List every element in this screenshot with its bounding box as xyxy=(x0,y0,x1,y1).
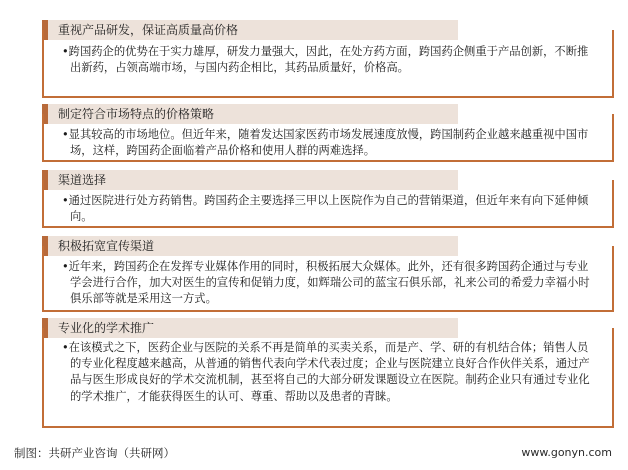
section-text: •近年来，跨国药企在发挥专业媒体作用的同时，积极拓展大众媒体。此外，还有很多跨国药企通过与专业学会进行合作，加大对医生的宣传和促销力度，如辉瑞公司的蓝宝石俱乐部，礼来公司的希爱力幸福小时俱乐部等就是采用这一方式。 xyxy=(62,260,590,306)
section-title: 重视产品研发，保证高质量高价格 xyxy=(58,23,239,37)
section-text: •在该模式之下，医药企业与医院的关系不再是简单的买卖关系，而是产、学、研的有机结合体；销售人员的专业化程度越来越高，从普通的销售代表向学术代表过度；企业与医院建立良好合作伙伴关系，通过产品与医生形成良好的学术交流机制，甚至将自己的大部分研发课题设立在医院。制药企业只有通过专业化的学术推广，才能获得医生的认可、尊重、帮助以及患者的青睐。 xyxy=(62,341,590,403)
section-text: •跨国药企的优势在于实力雄厚，研发力量强大，因此，在处方药方面，跨国药企侧重于产品创新，不断推出新药，占领高端市场，与国内药企相比，其药品质量好，价格高。 xyxy=(62,45,589,75)
section-title: 专业化的学术推广 xyxy=(58,321,155,335)
section-promotion-channels xyxy=(42,236,614,312)
section-body xyxy=(42,328,614,428)
section-body xyxy=(42,114,614,162)
source-caption: 制图：共研产业咨询（共研网） xyxy=(14,446,175,460)
section-text: •显其较高的市场地位。但近年来，随着发达国家医药市场发展速度放慢，跨国制药企业越来越重视中国市场，这样，跨国药企面临着产品价格和使用人群的两难选择。 xyxy=(62,128,589,158)
section-pricing-strategy xyxy=(42,104,614,162)
section-body xyxy=(42,246,614,312)
section-academic-promotion xyxy=(42,318,614,428)
section-channel-selection xyxy=(42,170,614,228)
section-title: 积极拓宽宣传渠道 xyxy=(58,239,155,253)
section-product-rd xyxy=(42,20,614,98)
section-body xyxy=(42,180,614,228)
section-title: 制定符合市场特点的价格策略 xyxy=(58,107,215,121)
section-body xyxy=(42,30,614,98)
section-text: •通过医院进行处方药销售。跨国药企主要选择三甲以上医院作为自己的营销渠道，但近年来有向下延伸倾向。 xyxy=(62,194,589,224)
website-url[interactable]: www.gonyn.com xyxy=(521,446,612,459)
section-title: 渠道选择 xyxy=(58,173,107,187)
